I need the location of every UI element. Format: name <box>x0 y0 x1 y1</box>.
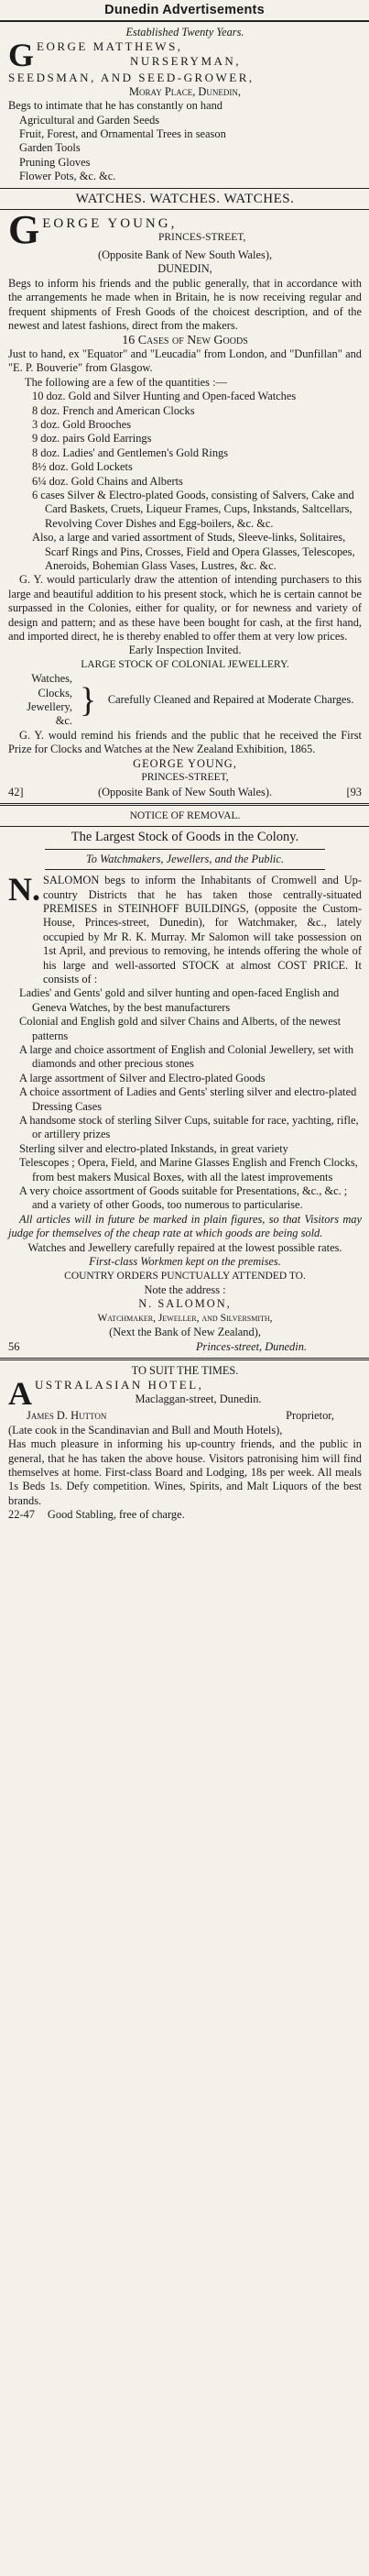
ref-mid: (Opposite Bank of New South Wales). <box>97 785 273 798</box>
salomon-item: A choice assortment of Ladies and Gents' sterling silver and electro-plated Dressing Cases <box>19 1085 357 1113</box>
salomon-item: A large and choice assortment of English and Colonial Jewellery, set with diamonds and other precious stones <box>19 1043 354 1071</box>
hotel-title: TO SUIT THE TIMES. <box>131 1363 239 1377</box>
salomon-address-note: Note the address : <box>144 1282 226 1296</box>
young-opposite: (Opposite Bank of New South Wales), <box>97 248 273 262</box>
hotel-late: (Late cook in the Scandinavian and Bull and Mouth Hotels), <box>8 1423 283 1437</box>
ref-left: 56 <box>8 1339 20 1353</box>
ref-right: Good Stabling, free of charge. <box>47 1508 185 1522</box>
hotel-name: USTRALASIAN HOTEL, <box>35 1378 204 1393</box>
young-ad <box>0 189 369 803</box>
salomon-item: Telescopes ; Opera, Field, and Marine Glasses English and French Clocks, from best makers Musical Boxes, with all the latest improvements <box>19 1156 358 1183</box>
young-street: PRINCES-STREET, <box>157 232 246 244</box>
hotel-street: Maclaggan-street, Dunedin. <box>135 1392 262 1405</box>
young-name: EORGE YOUNG, <box>42 216 178 232</box>
salomon-sub: To Watchmakers, Jewellers, and the Public. <box>86 852 284 865</box>
young-intro: Begs to inform his friends and the public generally, that in accordance with the arrangements he made when in Britain, he is now receiving regular and frequent shipments of Fresh Goods of the choicest description, and of the newest and latest fashions, direct from the makers. <box>8 276 362 333</box>
matthews-name: EORGE MATTHEWS, <box>37 39 183 54</box>
young-item: 9 doz. pairs Gold Earrings <box>32 432 152 446</box>
matthews-trade: NURSERYMAN, <box>129 53 242 68</box>
matthews-heading <box>8 37 362 74</box>
young-attention: G. Y. would particularly draw the attention of intending purchasers to this large and beautiful addition to his present stock, which he is certain cannot be surpassed in the Colonies, either for quality, or for newness and variety of design and pattern; and as these have been bought for cash, at the first hand, and imported direct, he is thereby enabled to offer them at very low prices. <box>8 573 362 644</box>
salomon-sig-trade: Watchmaker, Jeweller, and Silversmith, <box>97 1312 273 1324</box>
young-following: The following are a few of the quantities :— <box>25 375 227 389</box>
young-item: 8 doz. Ladies' and Gentlemen's Gold Rings <box>32 446 229 459</box>
young-item: 10 doz. Gold and Silver Hunting and Open-faced Watches <box>32 390 297 403</box>
matthews-item: Agricultural and Garden Seeds <box>19 113 160 127</box>
salomon-item: Sterling silver and electro-plated Inkstands, in great variety <box>19 1141 288 1155</box>
matthews-intro: Begs to intimate that he has constantly on hand <box>8 99 223 113</box>
matthews-ad <box>0 22 369 188</box>
young-sig-name: GEORGE YOUNG, <box>133 756 237 770</box>
salomon-item: A large assortment of Silver and Electro-plated Goods <box>19 1071 266 1084</box>
matthews-item: Fruit, Forest, and Ornamental Trees in season <box>19 127 226 141</box>
matthews-trade2: SEEDSMAN, AND SEED-GROWER, <box>8 71 255 85</box>
matthews-item: Garden Tools <box>19 141 81 155</box>
young-item: 6¼ doz. Gold Chains and Alberts <box>32 474 183 488</box>
salomon-sig-name: N. SALOMON, <box>138 1297 232 1311</box>
young-also: Also, a large and varied assortment of Studs, Sleeve-links, Solitaires, Scarf Rings and Pins, Crosses, Field and Opera Glasses, Telescopes, Aneroids, Bohemian Glass Vases, Lustres, &c. &c. <box>32 531 355 572</box>
salomon-intro: SALOMON begs to inform the Inhabitants of Cromwell and Up-country Districts that he has taken those centrally-situated PREMISES in STEINHOFF BUILDINGS, (opposite the Custom-House, Princes-street, Dunedin), for Watchmaker, &c., lately occupied by Mr R. K. Murray. Mr Salomon will take possession on 1st April, and previous to removing, he intends offering the whole of his large and well-assorted STOCK at almost COST PRICE. It consists of : <box>43 874 362 985</box>
young-sig-street: PRINCES-STREET, <box>141 772 229 784</box>
drop-letter: G <box>8 207 40 253</box>
ref-right: [93 <box>346 785 362 798</box>
salomon-ad <box>0 806 369 1358</box>
salomon-item: A handsome stock of sterling Silver Cups, suitable for race, yachting, rifle, or artillery prizes <box>19 1114 359 1141</box>
young-inspection: Early Inspection Invited. <box>128 644 242 657</box>
salomon-item: Ladies' and Gents' gold and silver hunting and open-faced English and Geneva Watches, by the best manufacturers <box>19 986 340 1014</box>
divider <box>45 849 325 850</box>
salomon-intro-wrap <box>8 871 362 986</box>
hotel-proprietor <box>8 1409 362 1423</box>
brace-left-item: Jewellery, &c. <box>27 700 72 728</box>
matthews-address: Moray Place, Dunedin, <box>129 84 241 98</box>
drop-letter: N. <box>8 871 40 908</box>
watches-banner: WATCHES. WATCHES. WATCHES. <box>75 191 295 206</box>
divider <box>0 826 369 827</box>
matthews-item: Flower Pots, &c. &c. <box>19 170 116 183</box>
young-item: 8 doz. French and American Clocks <box>32 403 195 417</box>
young-remind: G. Y. would remind his friends and the public that he received the First Prize for Clocks and Watches at the New Zealand Exhibition, 1865. <box>8 728 362 756</box>
ref-mid: Princes-street, Dunedin. <box>195 1339 307 1353</box>
young-arrival: Just to hand, ex "Equator" and "Leucadia" from London, and "Dunfillan" and "E. P. Bouverie" from Glasgow. <box>8 347 362 375</box>
page-header: Dunedin Advertisements <box>0 0 369 22</box>
hotel-heading <box>8 1375 362 1413</box>
young-item: 6 cases Silver & Electro-plated Goods, consisting of Salvers, Cake and Card Baskets, Cruets, Liqueur Frames, Cups, Inkstands, Saltcellars, Revolving Cover Dishes and Egg-boilers, &c. &c. <box>32 488 354 530</box>
proprietor-label: Proprietor, <box>286 1409 334 1423</box>
salomon-repair: Watches and Jewellery carefully repaired at the lowest possible rates. <box>27 1240 342 1254</box>
young-stock: LARGE STOCK OF COLONIAL JEWELLERY. <box>81 658 289 670</box>
salomon-sig-bank: (Next the Bank of New Zealand), <box>109 1326 261 1339</box>
young-cases: 16 Cases of New Goods <box>122 333 248 347</box>
drop-letter: G <box>8 37 35 74</box>
young-item: 3 doz. Gold Brooches <box>32 417 132 431</box>
salomon-ref-line <box>8 1340 362 1354</box>
proprietor-name: James D. Hutton <box>27 1409 107 1423</box>
matthews-item: Pruning Gloves <box>19 155 91 169</box>
hotel-ref-line <box>8 1508 362 1522</box>
young-heading <box>8 207 362 253</box>
young-item: 8½ doz. Gold Lockets <box>32 460 133 474</box>
salomon-note: All articles will in future be marked in plain figures, so that Visitors may judge for themselves of the cheap rate at which goods are being sold. <box>8 1212 362 1240</box>
drop-letter: A <box>8 1375 32 1413</box>
brace-right-text: Carefully Cleaned and Repaired at Moderate Charges. <box>107 693 354 707</box>
removal-notice: NOTICE OF REMOVAL. <box>129 809 241 821</box>
hotel-text: Has much pleasure in informing his up-country friends, and the public in general, that he has taken the above house. Visitors patronising him will find themselves at home. First-class Board and Lodging, 18s per week. All meals 1s Beds 1s. Defy competition. Wines, Spirits, and Malt Liquors of the best brands. <box>8 1437 362 1507</box>
ref-left: 42] <box>8 785 24 798</box>
divider <box>0 209 369 210</box>
salomon-item: Colonial and English gold and silver Chains and Alberts, of the newest patterns <box>19 1015 342 1042</box>
divider <box>45 869 325 870</box>
salomon-headline: The Largest Stock of Goods in the Colony. <box>71 830 299 845</box>
ref-left: 22-47 <box>8 1508 35 1522</box>
brace-left-item: Clocks, <box>38 686 72 699</box>
repair-brace <box>8 672 362 729</box>
salomon-workmen: First-class Workmen kept on the premises. <box>89 1255 281 1269</box>
salomon-item: A very choice assortment of Goods suitable for Presentations, &c., &c. ; and a variety of other Goods, too numerous to particularise. <box>19 1184 348 1212</box>
hotel-ad <box>0 1360 369 1526</box>
established-line: Established Twenty Years. <box>125 26 244 39</box>
brace-left-item: Watches, <box>31 672 72 686</box>
salomon-country: COUNTRY ORDERS PUNCTUALLY ATTENDED TO. <box>64 1270 306 1282</box>
young-ref-line <box>8 786 362 799</box>
young-city: DUNEDIN, <box>157 262 212 276</box>
brace-symbol: } <box>80 681 97 721</box>
